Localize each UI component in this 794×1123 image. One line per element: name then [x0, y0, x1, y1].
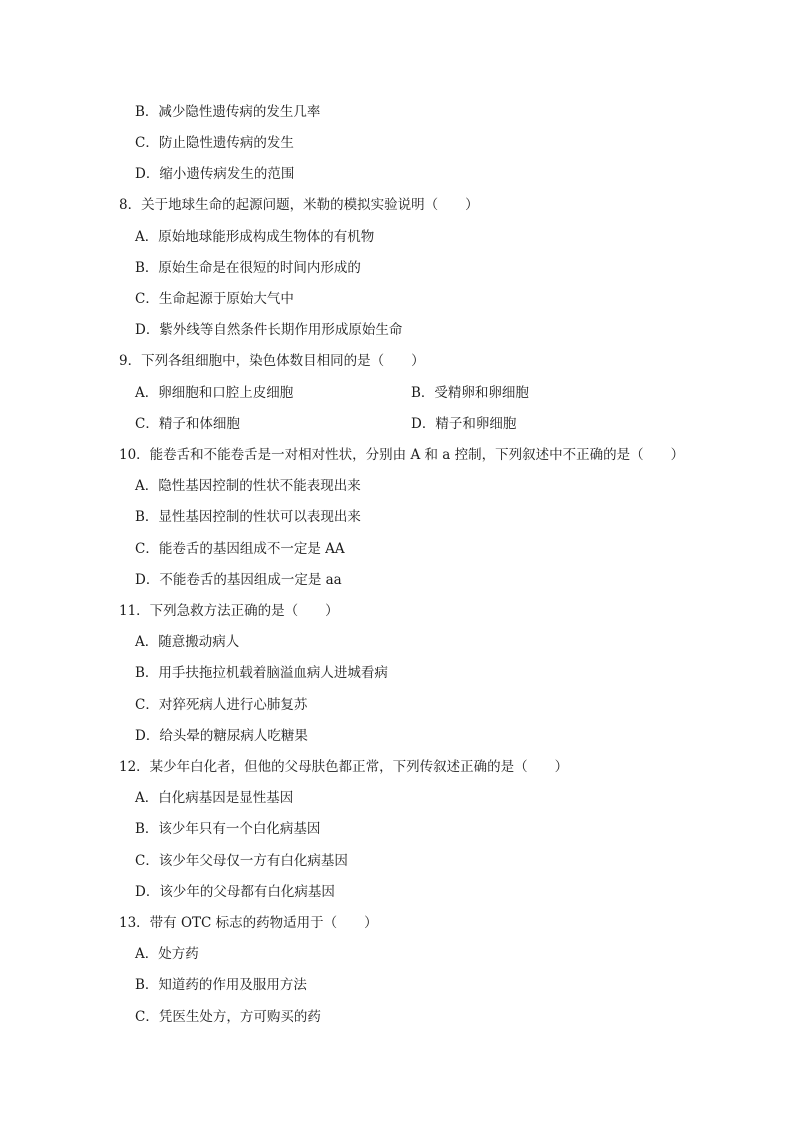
q12-option-c: C．该少年父母仅一方有白化病基因	[135, 853, 348, 869]
q11-option-c: C．对猝死病人进行心肺复苏	[135, 697, 308, 713]
q13-option-b: B．知道药的作用及服用方法	[135, 977, 307, 993]
q9-stem: 9．下列各组细胞中，染色体数目相同的是（ ）	[119, 353, 425, 369]
q11-option-a: A．随意搬动病人	[135, 634, 240, 650]
q11-option-b: B．用手扶拖拉机载着脑溢血病人进城看病	[135, 665, 388, 681]
q10-option-a: A．隐性基因控制的性状不能表现出来	[135, 478, 361, 494]
q9-option-b: B．受精卵和卵细胞	[411, 385, 529, 401]
q10-option-d: D．不能卷舌的基因组成一定是 aa	[135, 572, 342, 588]
q7-option-c: C．防止隐性遗传病的发生	[135, 135, 294, 151]
q9-option-d: D．精子和卵细胞	[411, 416, 517, 432]
q12-option-b: B．该少年只有一个白化病基因	[135, 821, 321, 837]
q13-option-a: A．处方药	[135, 946, 199, 962]
q11-option-d: D．给头晕的糖尿病人吃糖果	[135, 728, 308, 744]
q8-option-a: A．原始地球能形成构成生物体的有机物	[135, 229, 375, 245]
q8-option-b: B．原始生命是在很短的时间内形成的	[135, 260, 361, 276]
q13-option-c: C．凭医生处方，方可购买的药	[135, 1009, 321, 1025]
q12-stem: 12．某少年白化者，但他的父母肤色都正常，下列传叙述正确的是（ ）	[119, 759, 569, 775]
q7-option-b: B．减少隐性遗传病的发生几率	[135, 104, 321, 120]
q12-option-a: A．白化病基因是显性基因	[135, 790, 294, 806]
q8-option-d: D．紫外线等自然条件长期作用形成原始生命	[135, 322, 403, 338]
q9-option-a: A．卵细胞和口腔上皮细胞	[135, 385, 294, 401]
q9-option-c: C．精子和体细胞	[135, 416, 240, 432]
q10-option-b: B．显性基因控制的性状可以表现出来	[135, 509, 361, 525]
q8-stem: 8．关于地球生命的起源问题，米勒的模拟实验说明（ ）	[119, 197, 479, 213]
q7-option-d: D．缩小遗传病发生的范围	[135, 166, 295, 182]
q10-option-c: C．能卷舌的基因组成不一定是 AA	[135, 541, 345, 557]
q8-option-c: C．生命起源于原始大气中	[135, 291, 294, 307]
q13-stem: 13．带有 OTC 标志的药物适用于（ ）	[119, 915, 378, 931]
q11-stem: 11．下列急救方法正确的是（ ）	[119, 603, 339, 619]
q12-option-d: D．该少年的父母都有白化病基因	[135, 884, 335, 900]
q10-stem: 10．能卷舌和不能卷舌是一对相对性状，分别由 A 和 a 控制，下列叙述中不正确的是（ ）	[119, 447, 685, 463]
